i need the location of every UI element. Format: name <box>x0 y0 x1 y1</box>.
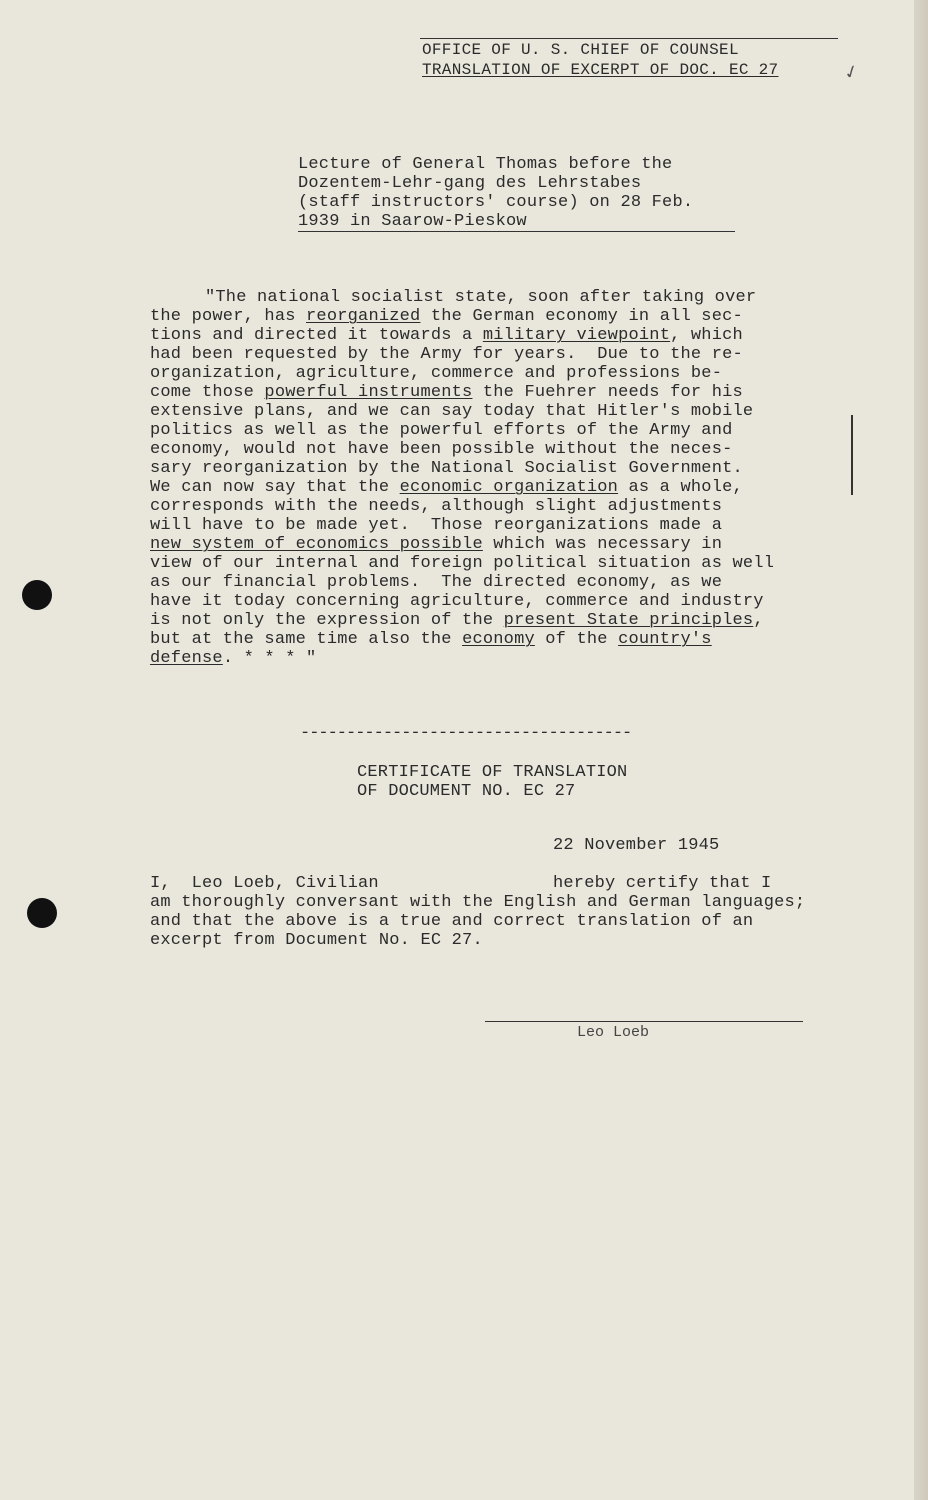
body-line: had been requested by the Army for years. Due to the re- <box>150 345 743 364</box>
punch-hole <box>22 580 52 610</box>
body-text: as a whole, <box>618 478 743 497</box>
body-line: view of our internal and foreign political situation as well <box>150 554 775 573</box>
body-text: which was necessary in <box>482 535 723 554</box>
title-line-2: Dozentem-Lehr-gang des Lehrstabes <box>298 174 642 193</box>
title-line-3: (staff instructors' course) on 28 Feb. <box>298 193 694 212</box>
body-line: "The national socialist state, soon after taking over <box>205 288 757 307</box>
body-text: the power, has <box>150 307 307 326</box>
body-line <box>150 326 743 345</box>
punch-hole <box>27 898 57 928</box>
underlined-phrase: powerful instruments <box>264 383 473 402</box>
check-mark-icon: ✓ <box>840 60 863 85</box>
certificate-line: I, Leo Loeb, Civilian <box>150 874 379 893</box>
underlined-phrase: new system of economics possible <box>150 535 483 554</box>
header-top-rule <box>420 38 838 39</box>
body-text: . * * * " <box>222 649 317 668</box>
certificate-line: hereby certify that I <box>553 874 772 893</box>
body-line <box>150 383 743 402</box>
body-text: , <box>753 611 764 630</box>
underlined-phrase: country's <box>618 630 712 649</box>
certificate-line: excerpt from Document No. EC 27. <box>150 931 483 950</box>
separator-dashes: ------------------------------------ <box>300 724 632 743</box>
signature-name: Leo Loeb <box>577 1024 650 1041</box>
body-line <box>150 649 316 668</box>
underlined-phrase: economy <box>462 630 535 649</box>
body-text: the German economy in all sec- <box>420 307 743 326</box>
certificate-line: and that the above is a true and correct translation of an <box>150 912 754 931</box>
body-line: will have to be made yet. Those reorganizations made a <box>150 516 723 535</box>
body-line: corresponds with the needs, although slight adjustments <box>150 497 723 516</box>
signature-line <box>485 1021 803 1022</box>
body-line <box>150 611 764 630</box>
body-line <box>150 630 712 649</box>
body-text: We can now say that the <box>150 478 400 497</box>
body-line: extensive plans, and we can say today that Hitler's mobile <box>150 402 754 421</box>
body-text: tions and directed it towards a <box>150 326 483 345</box>
certificate-subtitle: OF DOCUMENT NO. EC 27 <box>357 782 576 801</box>
header-office: OFFICE OF U. S. CHIEF OF COUNSEL <box>422 41 739 59</box>
underlined-phrase: reorganized <box>306 307 421 326</box>
body-line: as our financial problems. The directed economy, as we <box>150 573 723 592</box>
body-line: politics as well as the powerful efforts of the Army and <box>150 421 733 440</box>
body-text: is not only the expression of the <box>150 611 504 630</box>
body-line <box>150 307 743 326</box>
header-translation: TRANSLATION OF EXCERPT OF DOC. EC 27 <box>422 61 779 79</box>
body-text: of the <box>534 630 619 649</box>
body-line <box>150 535 722 554</box>
body-line: economy, would not have been possible without the neces- <box>150 440 733 459</box>
certificate-date: 22 November 1945 <box>553 836 720 855</box>
margin-mark <box>851 415 853 495</box>
body-text: come those <box>150 383 265 402</box>
body-text: but at the same time also the <box>150 630 463 649</box>
certificate-line: am thoroughly conversant with the English and German languages; <box>150 893 806 912</box>
underlined-phrase: military viewpoint <box>482 326 671 345</box>
body-line: have it today concerning agriculture, commerce and industry <box>150 592 764 611</box>
title-underline <box>298 231 735 232</box>
page-edge <box>914 0 928 1500</box>
body-line: organization, agriculture, commerce and professions be- <box>150 364 723 383</box>
underlined-phrase: economic organization <box>399 478 619 497</box>
body-text: the Fuehrer needs for his <box>472 383 743 402</box>
body-line: sary reorganization by the National Socialist Government. <box>150 459 743 478</box>
underlined-phrase: present State principles <box>503 611 754 630</box>
title-line-1: Lecture of General Thomas before the <box>298 155 673 174</box>
body-text: , which <box>670 326 743 345</box>
underlined-phrase: defense <box>150 649 223 668</box>
title-line-4: 1939 in Saarow-Pieskow <box>298 212 527 231</box>
body-line <box>150 478 743 497</box>
certificate-title: CERTIFICATE OF TRANSLATION <box>357 763 628 782</box>
